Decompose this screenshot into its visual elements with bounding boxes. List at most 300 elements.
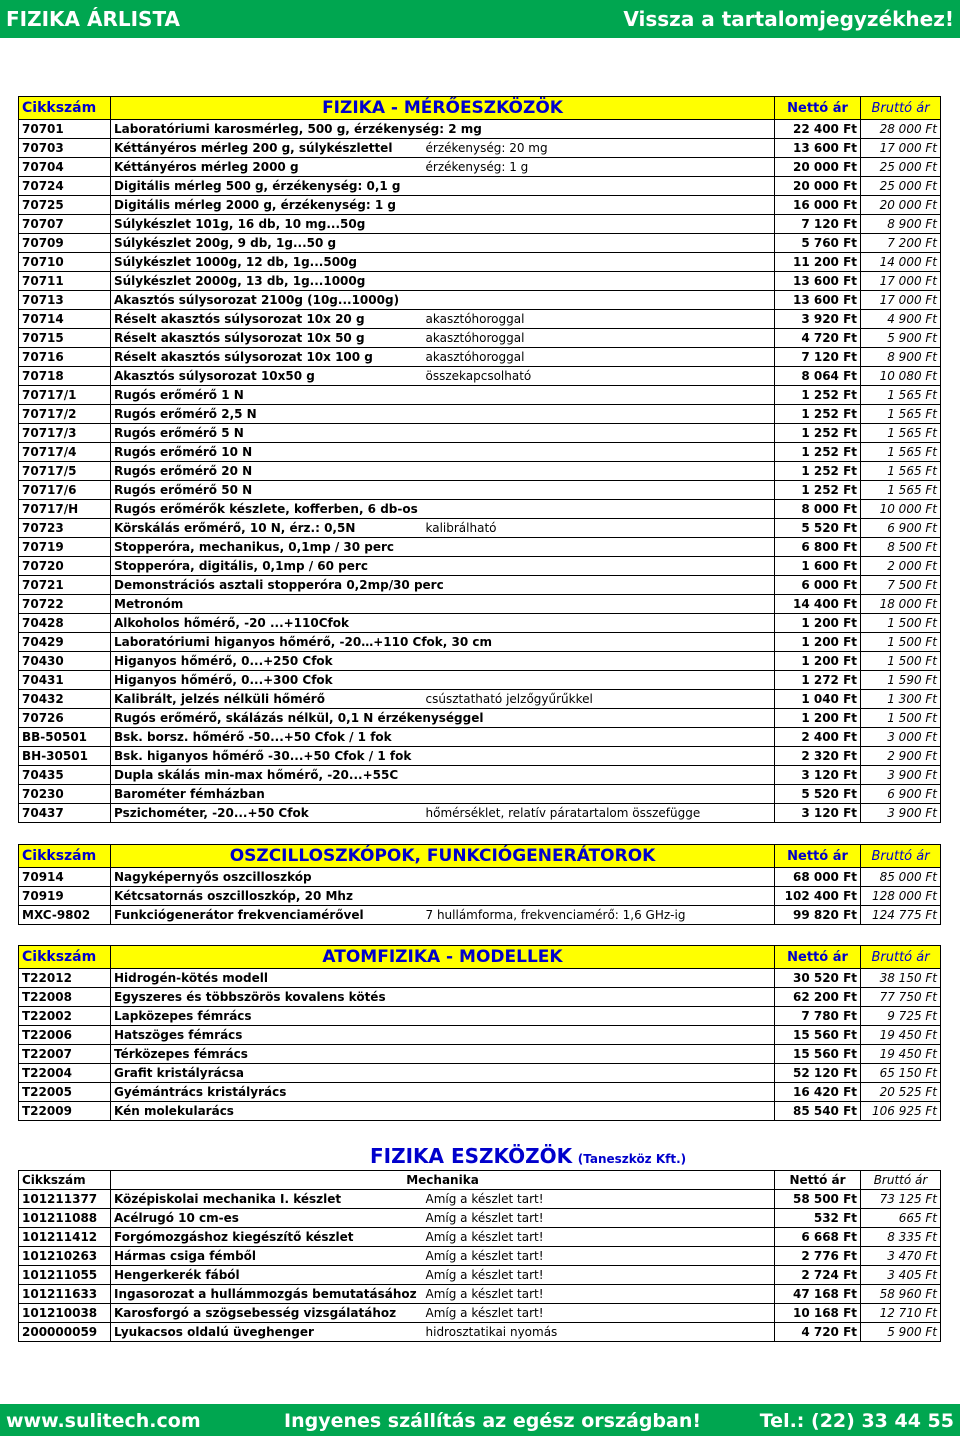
top-banner: [0, 0, 960, 38]
product-note: kalibrálható: [423, 519, 775, 538]
product-name: Digitális mérleg 2000 g, érzékenység: 1 g: [111, 196, 775, 215]
product-code: 70711: [19, 272, 111, 291]
product-name: Körskálás erőmérő, 10 N, érz.: 0,5N: [111, 519, 423, 538]
gross-price: 1 300 Ft: [861, 690, 941, 709]
product-row: [19, 1026, 941, 1045]
gross-price: 14 000 Ft: [861, 253, 941, 272]
product-code: 70725: [19, 196, 111, 215]
section-header-row: [19, 946, 941, 969]
net-price: 5 520 Ft: [775, 785, 861, 804]
gross-price: 106 925 Ft: [861, 1102, 941, 1121]
gross-price: 73 125 Ft: [861, 1190, 941, 1209]
product-row: [19, 804, 941, 823]
product-code: 70710: [19, 253, 111, 272]
product-name: Stopperóra, digitális, 0,1mp / 60 perc: [111, 557, 775, 576]
column-header-code: Cikkszám: [19, 845, 111, 868]
net-price: 11 200 Ft: [775, 253, 861, 272]
product-row: [19, 652, 941, 671]
net-price: 4 720 Ft: [775, 329, 861, 348]
product-name: Súlykészlet 200g, 9 db, 1g...50 g: [111, 234, 775, 253]
column-header-code: Cikkszám: [19, 1171, 111, 1190]
product-code: 70429: [19, 633, 111, 652]
gross-price: 25 000 Ft: [861, 158, 941, 177]
column-header-net: Nettó ár: [775, 1171, 861, 1190]
product-row: [19, 120, 941, 139]
product-name: Súlykészlet 2000g, 13 db, 1g...1000g: [111, 272, 775, 291]
product-note: 7 hullámforma, frekvenciamérő: 1,6 GHz-ig: [423, 906, 775, 925]
product-note: akasztóhoroggal: [423, 348, 775, 367]
gross-price: 17 000 Ft: [861, 291, 941, 310]
product-code: 70723: [19, 519, 111, 538]
product-name: Réselt akasztós súlysorozat 10x 50 g: [111, 329, 423, 348]
product-code: 70701: [19, 120, 111, 139]
product-note: Amíg a készlet tart!: [423, 1209, 775, 1228]
product-name: Karosforgó a szögsebesség vizsgálatához: [111, 1304, 423, 1323]
product-code: 70721: [19, 576, 111, 595]
net-price: 8 064 Ft: [775, 367, 861, 386]
gross-price: 65 150 Ft: [861, 1064, 941, 1083]
product-name: Rugós erőmérő 1 N: [111, 386, 775, 405]
product-name: Dupla skálás min-max hőmérő, -20...+55C: [111, 766, 775, 785]
product-code: T22006: [19, 1026, 111, 1045]
product-name: Laboratóriumi higanyos hőmérő, -20…+110 Cfok, 30 cm: [111, 633, 775, 652]
net-price: 10 168 Ft: [775, 1304, 861, 1323]
product-row: [19, 868, 941, 887]
net-price: 1 252 Ft: [775, 462, 861, 481]
product-name: Akasztós súlysorozat 10x50 g: [111, 367, 423, 386]
product-name: Hengerkerék fából: [111, 1266, 423, 1285]
product-code: 70432: [19, 690, 111, 709]
section-meroeszkozok-table: [18, 96, 941, 823]
net-price: 1 200 Ft: [775, 614, 861, 633]
product-code: 70718: [19, 367, 111, 386]
product-row: [19, 690, 941, 709]
net-price: 8 000 Ft: [775, 500, 861, 519]
eszkozok-title-sub: (Taneszköz Kft.): [577, 1152, 687, 1166]
product-code: MXC-9802: [19, 906, 111, 925]
product-note: Amíg a készlet tart!: [423, 1247, 775, 1266]
product-note: akasztóhoroggal: [423, 329, 775, 348]
product-code: 70428: [19, 614, 111, 633]
product-row: [19, 988, 941, 1007]
net-price: 85 540 Ft: [775, 1102, 861, 1121]
product-row: [19, 595, 941, 614]
column-header-gross: Bruttó ár: [861, 946, 941, 969]
section-header-row: [19, 845, 941, 868]
product-code: 70437: [19, 804, 111, 823]
product-row: [19, 747, 941, 766]
net-price: 532 Ft: [775, 1209, 861, 1228]
section-title: FIZIKA - MÉRŐESZKÖZÖK: [111, 97, 775, 120]
product-code: 70724: [19, 177, 111, 196]
net-price: 7 120 Ft: [775, 215, 861, 234]
net-price: 6 000 Ft: [775, 576, 861, 595]
net-price: 15 560 Ft: [775, 1026, 861, 1045]
product-code: 70430: [19, 652, 111, 671]
net-price: 3 120 Ft: [775, 804, 861, 823]
product-code: T22005: [19, 1083, 111, 1102]
product-row: [19, 633, 941, 652]
gross-price: 1 500 Ft: [861, 709, 941, 728]
net-price: 2 724 Ft: [775, 1266, 861, 1285]
product-code: 200000059: [19, 1323, 111, 1342]
product-row: [19, 671, 941, 690]
product-row: [19, 1064, 941, 1083]
gross-price: 25 000 Ft: [861, 177, 941, 196]
product-name: Akasztós súlysorozat 2100g (10g...1000g): [111, 291, 775, 310]
gross-price: 19 450 Ft: [861, 1026, 941, 1045]
section-header-row: [19, 97, 941, 120]
gross-price: 7 200 Ft: [861, 234, 941, 253]
net-price: 20 000 Ft: [775, 158, 861, 177]
product-row: [19, 329, 941, 348]
product-code: BB-50501: [19, 728, 111, 747]
product-code: T22009: [19, 1102, 111, 1121]
net-price: 13 600 Ft: [775, 139, 861, 158]
product-code: 101211377: [19, 1190, 111, 1209]
product-row: [19, 500, 941, 519]
product-row: [19, 1083, 941, 1102]
product-row: [19, 1266, 941, 1285]
product-name: Bsk. higanyos hőmérő -30...+50 Cfok / 1 fok: [111, 747, 775, 766]
product-name: Alkoholos hőmérő, -20 ...+110Cfok: [111, 614, 775, 633]
product-code: 70726: [19, 709, 111, 728]
net-price: 22 400 Ft: [775, 120, 861, 139]
product-name: Kéttányéros mérleg 200 g, súlykészlettel: [111, 139, 423, 158]
product-note: csúsztatható jelzőgyűrűkkel: [423, 690, 775, 709]
gross-price: 665 Ft: [861, 1209, 941, 1228]
product-row: [19, 557, 941, 576]
footer-shipping-text: Ingyenes szállítás az egész országban!: [284, 1410, 702, 1432]
product-name: Hármas csiga fémből: [111, 1247, 423, 1266]
gross-price: 3 900 Ft: [861, 766, 941, 785]
product-row: [19, 386, 941, 405]
gross-price: 20 000 Ft: [861, 196, 941, 215]
product-name: Kéttányéros mérleg 2000 g: [111, 158, 423, 177]
net-price: 1 252 Ft: [775, 443, 861, 462]
product-row: [19, 887, 941, 906]
column-header-net: Nettó ár: [775, 97, 861, 120]
net-price: 1 200 Ft: [775, 709, 861, 728]
product-name: Digitális mérleg 500 g, érzékenység: 0,1 g: [111, 177, 775, 196]
section-header-row: [19, 1171, 941, 1190]
product-name: Higanyos hőmérő, 0...+250 Cfok: [111, 652, 775, 671]
product-note: Amíg a készlet tart!: [423, 1228, 775, 1247]
net-price: 7 780 Ft: [775, 1007, 861, 1026]
footer-banner: [0, 1404, 960, 1436]
page-title: FIZIKA ÁRLISTA: [6, 7, 181, 31]
net-price: 1 040 Ft: [775, 690, 861, 709]
product-name: Hidrogén-kötés modell: [111, 969, 775, 988]
net-price: 14 400 Ft: [775, 595, 861, 614]
gross-price: 1 500 Ft: [861, 633, 941, 652]
product-note: akasztóhoroggal: [423, 310, 775, 329]
gross-price: 9 725 Ft: [861, 1007, 941, 1026]
net-price: 1 600 Ft: [775, 557, 861, 576]
net-price: 16 420 Ft: [775, 1083, 861, 1102]
product-code: 70720: [19, 557, 111, 576]
gross-price: 128 000 Ft: [861, 887, 941, 906]
product-name: Hatszöges fémrács: [111, 1026, 775, 1045]
product-code: 101211412: [19, 1228, 111, 1247]
gross-price: 124 775 Ft: [861, 906, 941, 925]
gross-price: 1 565 Ft: [861, 481, 941, 500]
gross-price: 28 000 Ft: [861, 120, 941, 139]
product-name: Egyszeres és többszörös kovalens kötés: [111, 988, 775, 1007]
product-row: [19, 1247, 941, 1266]
gross-price: 6 900 Ft: [861, 785, 941, 804]
gross-price: 8 900 Ft: [861, 348, 941, 367]
product-name: Metronóm: [111, 595, 775, 614]
product-code: 70717/4: [19, 443, 111, 462]
net-price: 102 400 Ft: [775, 887, 861, 906]
column-header-code: Cikkszám: [19, 946, 111, 969]
net-price: 2 776 Ft: [775, 1247, 861, 1266]
net-price: 99 820 Ft: [775, 906, 861, 925]
product-code: 101210263: [19, 1247, 111, 1266]
gross-price: 1 500 Ft: [861, 614, 941, 633]
product-name: Acélrugó 10 cm-es: [111, 1209, 423, 1228]
product-row: [19, 272, 941, 291]
product-name: Nagyképernyős oszcilloszkóp: [111, 868, 775, 887]
product-code: T22004: [19, 1064, 111, 1083]
product-code: 101211088: [19, 1209, 111, 1228]
net-price: 6 668 Ft: [775, 1228, 861, 1247]
product-note: hőmérséklet, relatív páratartalom összefügge: [423, 804, 775, 823]
product-note: Amíg a készlet tart!: [423, 1304, 775, 1323]
product-code: 70713: [19, 291, 111, 310]
gross-price: 18 000 Ft: [861, 595, 941, 614]
net-price: 16 000 Ft: [775, 196, 861, 215]
product-row: [19, 1209, 941, 1228]
column-header-gross: Bruttó ár: [861, 845, 941, 868]
product-row: [19, 196, 941, 215]
product-row: [19, 1007, 941, 1026]
section-oszcilloszkopok-table: [18, 844, 941, 925]
product-row: [19, 766, 941, 785]
product-name: Higanyos hőmérő, 0...+300 Cfok: [111, 671, 775, 690]
net-price: 1 252 Ft: [775, 424, 861, 443]
net-price: 15 560 Ft: [775, 1045, 861, 1064]
product-code: 101211055: [19, 1266, 111, 1285]
net-price: 2 400 Ft: [775, 728, 861, 747]
product-code: T22007: [19, 1045, 111, 1064]
product-name: Gyémántrács kristályrács: [111, 1083, 775, 1102]
product-row: [19, 367, 941, 386]
product-code: T22008: [19, 988, 111, 1007]
product-code: 70230: [19, 785, 111, 804]
product-code: 70717/5: [19, 462, 111, 481]
gross-price: 3 000 Ft: [861, 728, 941, 747]
product-name: Rugós erőmérő 50 N: [111, 481, 775, 500]
product-name: Réselt akasztós súlysorozat 10x 20 g: [111, 310, 423, 329]
product-code: 70717/6: [19, 481, 111, 500]
net-price: 5 520 Ft: [775, 519, 861, 538]
product-row: [19, 291, 941, 310]
product-name: Stopperóra, mechanikus, 0,1mp / 30 perc: [111, 538, 775, 557]
net-price: 1 200 Ft: [775, 633, 861, 652]
gross-price: 77 750 Ft: [861, 988, 941, 1007]
product-name: Laboratóriumi karosmérleg, 500 g, érzékenység: 2 mg: [111, 120, 775, 139]
net-price: 30 520 Ft: [775, 969, 861, 988]
net-price: 3 920 Ft: [775, 310, 861, 329]
gross-price: 3 900 Ft: [861, 804, 941, 823]
column-header-net: Nettó ár: [775, 845, 861, 868]
product-name: Lapközepes fémrács: [111, 1007, 775, 1026]
net-price: 7 120 Ft: [775, 348, 861, 367]
product-row: [19, 234, 941, 253]
product-row: [19, 1228, 941, 1247]
product-code: 70703: [19, 139, 111, 158]
gross-price: 17 000 Ft: [861, 139, 941, 158]
product-name: Térközepes fémrács: [111, 1045, 775, 1064]
product-name: Középiskolai mechanika I. készlet: [111, 1190, 423, 1209]
product-name: Lyukacsos oldalú üveghenger: [111, 1323, 423, 1342]
net-price: 1 200 Ft: [775, 652, 861, 671]
product-row: [19, 728, 941, 747]
footer-phone: Tel.: (22) 33 44 55: [759, 1410, 954, 1432]
section-eszkozok-table: [18, 1170, 941, 1342]
product-note: hidrosztatikai nyomás: [423, 1323, 775, 1342]
product-row: [19, 1045, 941, 1064]
gross-price: 1 565 Ft: [861, 443, 941, 462]
product-name: Rugós erőmérő 5 N: [111, 424, 775, 443]
gross-price: 1 590 Ft: [861, 671, 941, 690]
product-name: Kalibrált, jelzés nélküli hőmérő: [111, 690, 423, 709]
product-row: [19, 481, 941, 500]
net-price: 20 000 Ft: [775, 177, 861, 196]
product-code: 70717/H: [19, 500, 111, 519]
product-row: [19, 1304, 941, 1323]
product-name: Kén molekularács: [111, 1102, 775, 1121]
product-name: Rugós erőmérő, skálázás nélkül, 0,1 N érzékenységgel: [111, 709, 775, 728]
product-code: 70714: [19, 310, 111, 329]
gross-price: 17 000 Ft: [861, 272, 941, 291]
gross-price: 10 080 Ft: [861, 367, 941, 386]
product-code: 70719: [19, 538, 111, 557]
product-name: Pszichométer, -20...+50 Cfok: [111, 804, 423, 823]
product-row: [19, 709, 941, 728]
net-price: 4 720 Ft: [775, 1323, 861, 1342]
product-code: 70431: [19, 671, 111, 690]
product-note: összekapcsolható: [423, 367, 775, 386]
net-price: 5 760 Ft: [775, 234, 861, 253]
product-name: Rugós erőmérő 20 N: [111, 462, 775, 481]
net-price: 13 600 Ft: [775, 291, 861, 310]
product-row: [19, 1285, 941, 1304]
net-price: 52 120 Ft: [775, 1064, 861, 1083]
product-row: [19, 443, 941, 462]
product-code: T22002: [19, 1007, 111, 1026]
product-note: érzékenység: 1 g: [423, 158, 775, 177]
gross-price: 3 470 Ft: [861, 1247, 941, 1266]
product-code: 101211633: [19, 1285, 111, 1304]
gross-price: 8 900 Ft: [861, 215, 941, 234]
gross-price: 2 900 Ft: [861, 747, 941, 766]
product-code: 101210038: [19, 1304, 111, 1323]
product-code: 70435: [19, 766, 111, 785]
gross-price: 85 000 Ft: [861, 868, 941, 887]
product-name: Rugós erőmérők készlete, kofferben, 6 db-os: [111, 500, 775, 519]
gross-price: 1 500 Ft: [861, 652, 941, 671]
gross-price: 38 150 Ft: [861, 969, 941, 988]
product-code: 70717/2: [19, 405, 111, 424]
product-code: 70914: [19, 868, 111, 887]
product-row: [19, 576, 941, 595]
product-note: érzékenység: 20 mg: [423, 139, 775, 158]
product-name: Barométer fémházban: [111, 785, 775, 804]
net-price: 68 000 Ft: [775, 868, 861, 887]
net-price: 47 168 Ft: [775, 1285, 861, 1304]
net-price: 58 500 Ft: [775, 1190, 861, 1209]
product-row: [19, 139, 941, 158]
net-price: 1 252 Ft: [775, 386, 861, 405]
product-row: [19, 424, 941, 443]
net-price: 13 600 Ft: [775, 272, 861, 291]
gross-price: 1 565 Ft: [861, 405, 941, 424]
footer-website-link[interactable]: www.sulitech.com: [6, 1410, 201, 1432]
section-atomfizika-table: [18, 945, 941, 1121]
gross-price: 1 565 Ft: [861, 386, 941, 405]
net-price: 62 200 Ft: [775, 988, 861, 1007]
product-row: [19, 158, 941, 177]
product-note: Amíg a készlet tart!: [423, 1285, 775, 1304]
gross-price: 19 450 Ft: [861, 1045, 941, 1064]
product-code: BH-30501: [19, 747, 111, 766]
gross-price: 8 335 Ft: [861, 1228, 941, 1247]
product-note: Amíg a készlet tart!: [423, 1190, 775, 1209]
net-price: 3 120 Ft: [775, 766, 861, 785]
product-code: 70716: [19, 348, 111, 367]
net-price: 6 800 Ft: [775, 538, 861, 557]
gross-price: 58 960 Ft: [861, 1285, 941, 1304]
gross-price: 7 500 Ft: [861, 576, 941, 595]
product-row: [19, 177, 941, 196]
gross-price: 1 565 Ft: [861, 424, 941, 443]
product-code: 70717/3: [19, 424, 111, 443]
product-code: 70715: [19, 329, 111, 348]
product-code: T22012: [19, 969, 111, 988]
product-row: [19, 969, 941, 988]
product-name: Ingasorozat a hullámmozgás bemutatásához: [111, 1285, 423, 1304]
product-name: Forgómozgáshoz kiegészítő készlet: [111, 1228, 423, 1247]
net-price: 1 272 Ft: [775, 671, 861, 690]
gross-price: 3 405 Ft: [861, 1266, 941, 1285]
product-code: 70722: [19, 595, 111, 614]
product-row: [19, 538, 941, 557]
gross-price: 12 710 Ft: [861, 1304, 941, 1323]
column-header-gross: Bruttó ár: [861, 97, 941, 120]
net-price: 1 252 Ft: [775, 481, 861, 500]
product-note: Amíg a készlet tart!: [423, 1266, 775, 1285]
product-code: 70707: [19, 215, 111, 234]
product-code: 70709: [19, 234, 111, 253]
product-code: 70704: [19, 158, 111, 177]
product-name: Rugós erőmérő 10 N: [111, 443, 775, 462]
product-name: Bsk. borsz. hőmérő -50...+50 Cfok / 1 fok: [111, 728, 775, 747]
product-row: [19, 519, 941, 538]
product-row: [19, 348, 941, 367]
product-name: Kétcsatornás oszcilloszkóp, 20 Mhz: [111, 887, 775, 906]
product-row: [19, 253, 941, 272]
net-price: 2 320 Ft: [775, 747, 861, 766]
eszkozok-title-main: FIZIKA ESZKÖZÖK: [370, 1144, 573, 1168]
back-to-contents-link[interactable]: Vissza a tartalomjegyzékhez!: [623, 7, 954, 31]
column-header-net: Nettó ár: [775, 946, 861, 969]
product-row: [19, 405, 941, 424]
section-title: ATOMFIZIKA - MODELLEK: [111, 946, 775, 969]
product-name: Súlykészlet 101g, 16 db, 10 mg...50g: [111, 215, 775, 234]
